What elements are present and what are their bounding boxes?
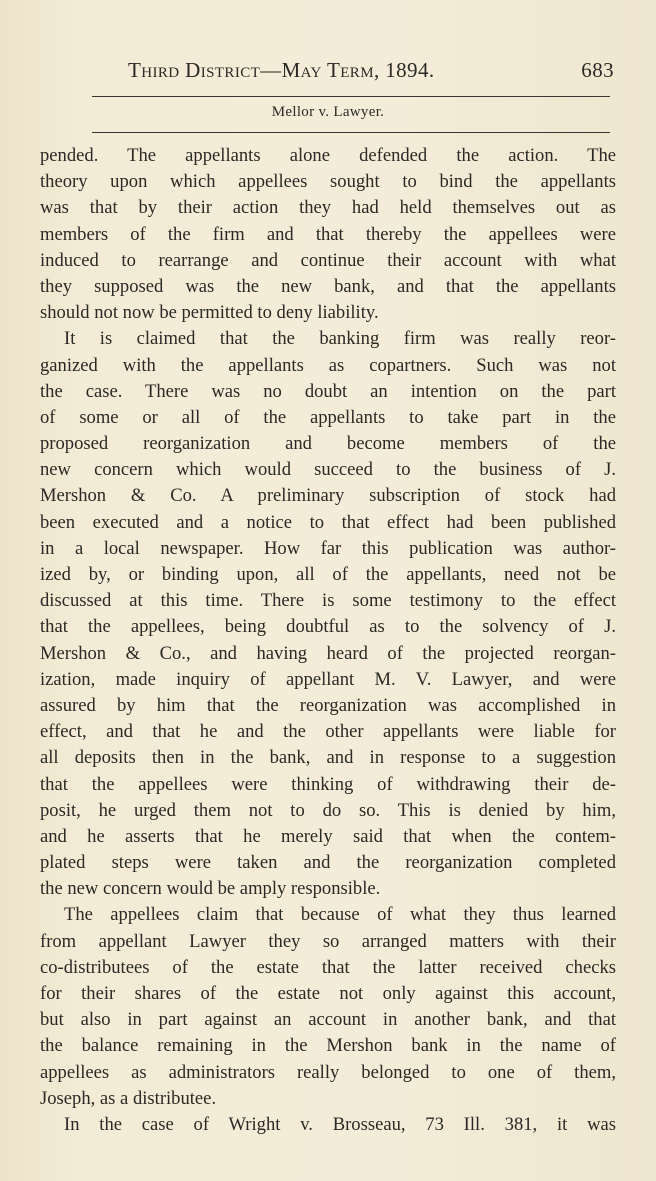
text-line: for their shares of the estate not only against this account, — [40, 983, 616, 1004]
text-line: members of the firm and that thereby the appellees were — [40, 223, 616, 245]
text-line: from appellant Lawyer they so arranged matters with their — [40, 930, 616, 952]
text-line: and he asserts that he merely said that when the contem- — [40, 825, 616, 847]
text-line: The appellees claim that because of what they thus learned — [64, 904, 616, 926]
text-line: that the appellees, being doubtful as to the solvency of J. — [40, 616, 616, 638]
text-line: co-distributees of the estate that the latter received checks — [40, 956, 616, 978]
running-head — [40, 58, 614, 88]
text-line: Mershon & Co. A preliminary subscription of stock had — [40, 485, 616, 507]
text-line: proposed reorganization and become members of the — [40, 433, 616, 455]
text-line: Joseph, as a distributee. — [40, 1087, 217, 1109]
text-line: appellees as administrators really belonged to one of them, — [40, 1061, 616, 1083]
text-line: induced to rearrange and continue their account with what — [40, 249, 616, 271]
running-head-title: Third District—May Term, 1894. — [128, 58, 435, 82]
text-line: effect, and that he and the other appellants were liable for — [40, 721, 616, 743]
text-line: the new concern would be amply responsible. — [40, 878, 381, 900]
text-line: ganized with the appellants as copartners. Such was not — [40, 354, 616, 376]
text-line: ization, made inquiry of appellant M. V. Lawyer, and were — [40, 668, 616, 690]
text-line: been executed and a notice to that effect had been published — [40, 511, 616, 533]
text-line: that the appellees were thinking of withdrawing their de- — [40, 773, 616, 795]
text-line: all deposits then in the bank, and in response to a suggestion — [40, 747, 616, 769]
text-line: the balance remaining in the Mershon bank in the name of — [40, 1035, 616, 1057]
body-text — [40, 143, 616, 1138]
text-line: pended. The appellants alone defended the action. The — [40, 145, 616, 166]
text-line: posit, he urged them not to do so. This is denied by him, — [40, 799, 616, 821]
text-line: ized by, or binding upon, all of the appellants, need not be — [40, 564, 616, 585]
text-line: was that by their action they had held themselves out as — [40, 197, 616, 219]
text-line: should not now be permitted to deny liability. — [40, 302, 379, 324]
text-line: of some or all of the appellants to take part in the — [40, 406, 616, 428]
text-line: discussed at this time. There is some testimony to the effect — [40, 590, 616, 612]
page-number: 683 — [581, 58, 614, 82]
text-line: new concern which would succeed to the business of J. — [40, 459, 616, 481]
text-line: assured by him that the reorganization was accomplished in — [40, 694, 616, 716]
case-title: Mellor v. Lawyer. — [271, 104, 385, 120]
text-line: theory upon which appellees sought to bind the appellants — [40, 171, 616, 193]
text-line: It is claimed that the banking firm was really reor- — [64, 328, 616, 350]
text-line: In the case of Wright v. Brosseau, 73 Ill. 381, it was — [64, 1113, 616, 1135]
header-rule-bottom — [92, 132, 610, 133]
text-line: but also in part against an account in another bank, and that — [40, 1009, 616, 1031]
text-line: they supposed was the new bank, and that the appellants — [40, 275, 616, 297]
header-rule-top — [92, 96, 610, 97]
text-line: plated steps were taken and the reorganization completed — [40, 852, 616, 874]
text-line: the case. There was no doubt an intention on the part — [40, 380, 616, 402]
text-line: Mershon & Co., and having heard of the projected reorgan- — [40, 642, 616, 664]
text-line: in a local newspaper. How far this publication was author- — [40, 537, 616, 559]
